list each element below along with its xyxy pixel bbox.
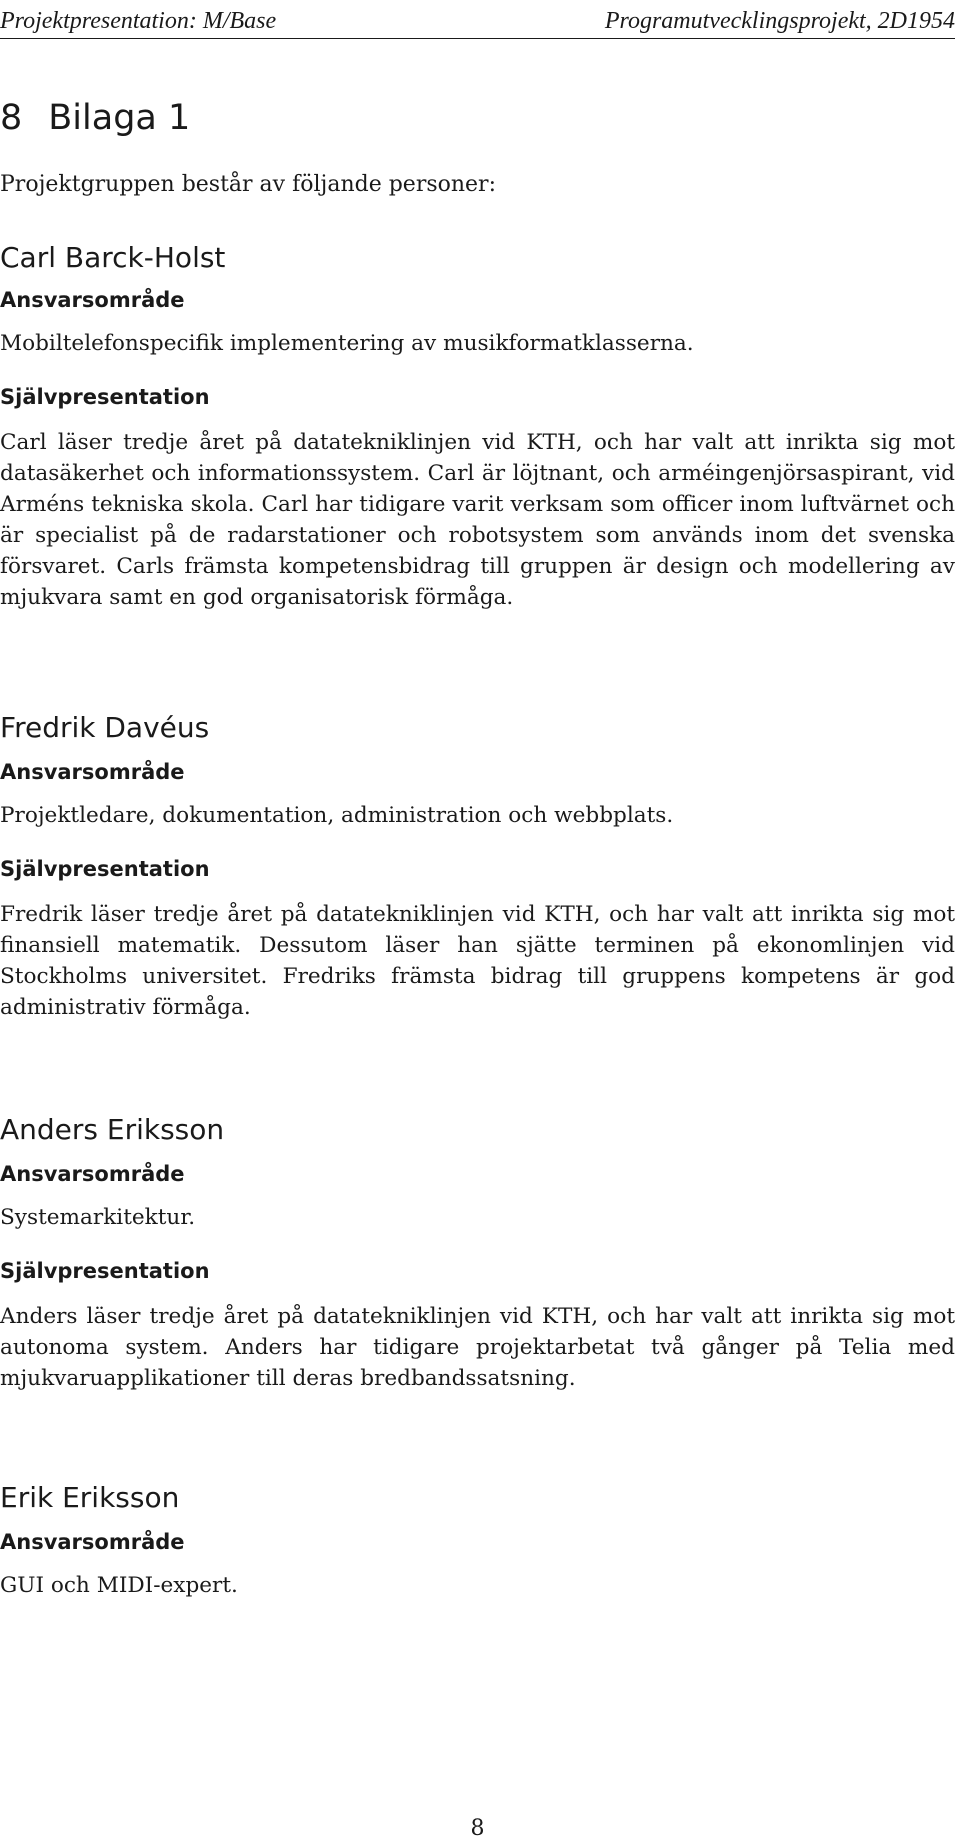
responsibility-label: Ansvarsområde [0, 760, 185, 784]
responsibility-text: Systemarkitektur. [0, 1205, 196, 1230]
section-heading [0, 96, 190, 140]
person-name: Fredrik Davéus [0, 711, 210, 744]
intro-text: Projektgruppen består av följande personer: [0, 172, 496, 197]
header-rule [0, 38, 955, 39]
self-presentation-text: Fredrik läser tredje året på datatekniklinjen vid KTH, och har valt att inrikta sig mot finansiell matematik. Dessutom läser han sjätte terminen på ekonomlinjen vid Stockholms universitet. Fredriks främsta bidrag till gruppens kompetens är god administrativ förmåga. [0, 902, 955, 1020]
person-name: Erik Eriksson [0, 1481, 180, 1514]
person-carl-barck-holst [0, 240, 955, 613]
self-presentation-text: Carl läser tredje året på datatekniklinjen vid KTH, och har valt att inrikta sig mot datasäkerhet och informationssystem. Carl är löjtnant, och arméingenjörsaspirant, vid Arméns tekniska skola. Carl har tidigare varit verksam som officer inom luftvärnet och är specialist på de radarstationer och robotsystem som används inom det svenska försvaret. Carls främsta kompetensbidrag till gruppen är design och modellering av mjukvara samt en god organisatorisk förmåga. [0, 430, 955, 610]
section-number: 8 [0, 98, 23, 138]
header-document-title: Projektpresentation: M/Base [0, 8, 277, 34]
person-anders-eriksson [0, 1112, 955, 1394]
self-presentation-label: Självpresentation [0, 1259, 210, 1283]
person-erik-eriksson [0, 1480, 955, 1601]
responsibility-label: Ansvarsområde [0, 288, 185, 312]
person-name: Carl Barck-Holst [0, 241, 226, 274]
page-number: 8 [470, 1816, 485, 1841]
person-name: Anders Eriksson [0, 1113, 225, 1146]
running-header [0, 6, 955, 36]
header-course-name: Programutvecklingsprojekt, 2D1954 [604, 8, 955, 34]
section-title: Bilaga 1 [48, 98, 191, 138]
responsibility-label: Ansvarsområde [0, 1162, 185, 1186]
responsibility-text: GUI och MIDI-expert. [0, 1573, 238, 1598]
self-presentation-text: Anders läser tredje året på datatekniklinjen vid KTH, och har valt att inrikta sig mot autonoma system. Anders har tidigare projektarbetat två gånger på Telia med mjukvaruapplikationer till deras bredbandssatsning. [0, 1304, 955, 1391]
self-presentation-label: Självpresentation [0, 385, 210, 409]
responsibility-label: Ansvarsområde [0, 1530, 185, 1554]
responsibility-text: Projektledare, dokumentation, administration och webbplats. [0, 803, 674, 828]
person-fredrik-daveus [0, 710, 955, 1023]
self-presentation-label: Självpresentation [0, 857, 210, 881]
responsibility-text: Mobiltelefonspecifik implementering av musikformatklasserna. [0, 331, 694, 356]
